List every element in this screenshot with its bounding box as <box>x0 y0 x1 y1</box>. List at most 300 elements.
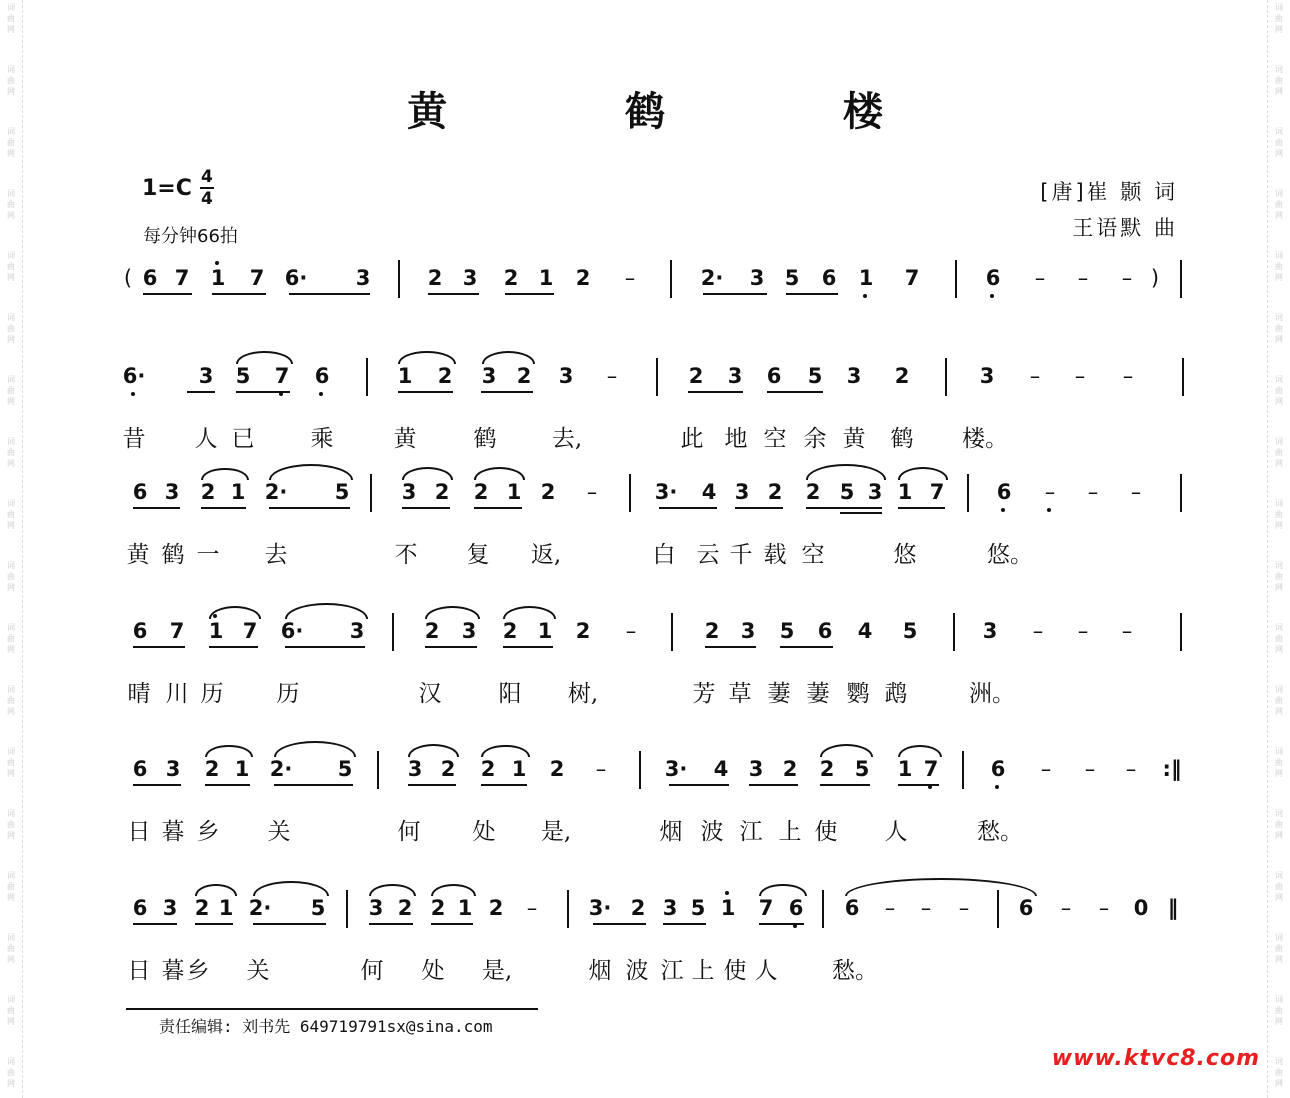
note: – <box>1032 619 1044 643</box>
lyric-char: 树, <box>567 681 599 707</box>
note: 2 <box>575 619 591 643</box>
beam-underline <box>898 784 939 786</box>
beam-underline <box>402 507 450 509</box>
note: 2 <box>194 896 210 920</box>
lyric-char: 暮 <box>161 958 185 984</box>
note: – <box>1034 266 1046 290</box>
note: 5 <box>310 896 326 920</box>
side-mark: 词 曲 网 <box>1275 437 1283 468</box>
barline <box>1180 474 1182 512</box>
lyric-char: 不 <box>394 542 418 568</box>
note: 3 <box>461 619 477 643</box>
lyric-char: 鹉 <box>884 681 908 707</box>
lyric-char: 处 <box>421 958 445 984</box>
note: – <box>625 619 637 643</box>
lyric-char: 关 <box>246 958 270 984</box>
slur <box>236 351 293 364</box>
note: – <box>1121 619 1133 643</box>
note: 6 <box>821 266 837 290</box>
lyric-char: 余 <box>803 426 827 452</box>
note: 5 <box>902 619 918 643</box>
barline <box>366 358 368 396</box>
side-mark: 词 曲 网 <box>1275 933 1283 964</box>
note: 6 <box>996 480 1012 504</box>
lyric-char: 是, <box>540 819 572 845</box>
note: 0 <box>1133 896 1149 920</box>
note: 1 <box>537 619 553 643</box>
note: 2 <box>782 757 798 781</box>
note: 6 <box>132 480 148 504</box>
slur <box>369 884 416 896</box>
lyric-char: 千 <box>729 542 753 568</box>
lyric-char: 江 <box>660 958 684 984</box>
lyric-char: 鹤 <box>473 426 497 452</box>
lyric-char: 日 <box>127 958 151 984</box>
barline <box>670 260 672 298</box>
note: 5 <box>334 480 350 504</box>
note: 1 <box>218 896 234 920</box>
note: 2 <box>200 480 216 504</box>
slur <box>285 603 368 619</box>
note: 3· <box>588 896 612 920</box>
beam-underline <box>133 646 185 648</box>
note: 2 <box>767 480 783 504</box>
barline <box>629 474 631 512</box>
note: 2 <box>480 757 496 781</box>
barline <box>671 613 673 651</box>
note: 3 <box>748 757 764 781</box>
note: 3 <box>727 364 743 388</box>
note: 6 <box>766 364 782 388</box>
note: 6 <box>132 619 148 643</box>
note: – <box>1087 480 1099 504</box>
side-mark: 词 曲 网 <box>7 623 15 654</box>
note: 2· <box>248 896 272 920</box>
note: 4 <box>713 757 729 781</box>
footer-rule <box>126 1008 538 1010</box>
lyric-char: 晴 <box>127 681 151 707</box>
beam-underline <box>669 784 729 786</box>
note: 3 <box>846 364 862 388</box>
lyric-char: 鹤 <box>161 542 185 568</box>
barline <box>567 890 569 928</box>
lyric-char: 何 <box>360 958 384 984</box>
slur <box>820 744 873 757</box>
note: 5 <box>690 896 706 920</box>
barline <box>377 751 379 789</box>
lyric-char: 黄 <box>126 542 150 568</box>
beam-underline <box>481 391 533 393</box>
side-mark: 词 曲 网 <box>7 933 15 964</box>
lyric-char: 使 <box>723 958 747 984</box>
note: 2 <box>819 757 835 781</box>
note: 2 <box>805 480 821 504</box>
note: – <box>920 896 932 920</box>
score-system-5 <box>0 757 1290 845</box>
note: 2 <box>437 364 453 388</box>
note: 1 <box>858 266 874 290</box>
barline <box>1180 260 1182 298</box>
note: 2 <box>430 896 446 920</box>
note: 2 <box>502 619 518 643</box>
note: 1 <box>457 896 473 920</box>
note: ) <box>1150 266 1160 290</box>
score-system-1 <box>0 266 1290 346</box>
side-mark: 词 曲 网 <box>1275 623 1283 654</box>
lyric-char: 此 <box>680 426 704 452</box>
octave-dot-high <box>215 261 219 265</box>
key-signature <box>142 168 214 208</box>
barline <box>346 890 348 928</box>
lyric-char: 江 <box>739 819 763 845</box>
beam-underline <box>285 646 365 648</box>
lyric-char: 空 <box>801 542 825 568</box>
side-mark: 词 曲 网 <box>1275 499 1283 530</box>
side-mark: 词 曲 网 <box>1275 747 1283 778</box>
note: – <box>1121 266 1133 290</box>
beam-underline <box>474 507 522 509</box>
lyric-char: 楼。 <box>962 426 1008 452</box>
note: 6· <box>284 266 308 290</box>
side-mark: 词 曲 网 <box>7 499 15 530</box>
slur <box>274 741 356 757</box>
lyric-char: 去, <box>551 426 583 452</box>
beam-underline <box>505 293 554 295</box>
note: – <box>624 266 636 290</box>
octave-dot-low <box>863 294 867 298</box>
lyric-char: 波 <box>625 958 649 984</box>
note: 6 <box>314 364 330 388</box>
note: – <box>958 896 970 920</box>
lyric-char: 返, <box>530 542 562 568</box>
slur <box>482 351 535 364</box>
beam-underline <box>425 646 477 648</box>
beam-underline <box>133 507 180 509</box>
note: 2· <box>269 757 293 781</box>
slur <box>209 606 261 619</box>
octave-dot-low <box>990 294 994 298</box>
note: 3 <box>749 266 765 290</box>
note: 6 <box>142 266 158 290</box>
lyric-char: 乘 <box>310 426 334 452</box>
beam-underline <box>408 784 456 786</box>
score-system-3 <box>0 480 1290 568</box>
composer-credit: 王语默 曲 <box>1072 216 1178 240</box>
slur <box>408 744 459 757</box>
lyric-char: 阳 <box>498 681 522 707</box>
beam-underline <box>663 923 706 925</box>
side-mark: 词 曲 网 <box>1275 375 1283 406</box>
beam-underline <box>806 507 882 509</box>
note: 2 <box>630 896 646 920</box>
note: 6 <box>817 619 833 643</box>
note: 5 <box>807 364 823 388</box>
barline <box>1182 358 1184 396</box>
note: 5 <box>784 266 800 290</box>
note: 2 <box>503 266 519 290</box>
note: – <box>1074 364 1086 388</box>
side-mark: 词 曲 网 <box>7 251 15 282</box>
lyric-char: 乡 <box>186 958 210 984</box>
octave-dot-low <box>131 392 135 396</box>
note: 3 <box>740 619 756 643</box>
lyric-char: 悠 <box>893 542 917 568</box>
note: 2 <box>688 364 704 388</box>
beam-underline <box>431 923 473 925</box>
lyric-char: 草 <box>728 681 752 707</box>
lyric-char: 是, <box>481 958 513 984</box>
lyric-char: 上 <box>691 958 715 984</box>
slur <box>269 464 353 480</box>
octave-dot-low <box>1001 508 1005 512</box>
beam-underline <box>898 507 945 509</box>
note: 3· <box>654 480 678 504</box>
note: – <box>1125 757 1137 781</box>
beam-underline <box>369 923 413 925</box>
score-system-6 <box>0 896 1290 984</box>
side-mark: 词 曲 网 <box>1275 1057 1283 1088</box>
slur <box>806 464 886 480</box>
barline <box>953 613 955 651</box>
beam-underline <box>289 293 370 295</box>
tempo-marking: 每分钟66拍 <box>143 226 238 247</box>
beam-underline <box>820 784 870 786</box>
beam-underline <box>503 646 553 648</box>
note: – <box>884 896 896 920</box>
note: 2· <box>264 480 288 504</box>
barline <box>955 260 957 298</box>
note: 7 <box>904 266 920 290</box>
lyric-char: 波 <box>700 819 724 845</box>
side-mark: 词 曲 网 <box>1275 561 1283 592</box>
time-top: 4 <box>200 167 213 187</box>
side-mark: 词 曲 网 <box>7 747 15 778</box>
slur <box>759 884 807 896</box>
beam-underline <box>143 293 192 295</box>
slur <box>845 878 1037 896</box>
note: 2 <box>440 757 456 781</box>
beam-underline <box>481 784 527 786</box>
note: 7 <box>929 480 945 504</box>
beam-underline <box>780 646 833 648</box>
note: 1 <box>538 266 554 290</box>
lyric-char: 愁。 <box>977 819 1023 845</box>
note: – <box>1077 619 1089 643</box>
note: 6 <box>1018 896 1034 920</box>
note: 3 <box>407 757 423 781</box>
note: – <box>1077 266 1089 290</box>
note: 6 <box>132 757 148 781</box>
beam-underline <box>759 923 804 925</box>
side-mark: 词 曲 网 <box>7 809 15 840</box>
slur <box>253 881 329 896</box>
note: ( <box>123 266 133 290</box>
note: 3 <box>867 480 883 504</box>
beam-underline <box>749 784 798 786</box>
note: 2 <box>473 480 489 504</box>
note: 1 <box>897 757 913 781</box>
note: 3 <box>734 480 750 504</box>
note: :‖ <box>1162 757 1182 781</box>
note: 7 <box>274 364 290 388</box>
note: 1 <box>720 896 736 920</box>
note: 2 <box>704 619 720 643</box>
note: 5 <box>839 480 855 504</box>
note: 6 <box>990 757 1006 781</box>
lyric-char: 川 <box>165 681 189 707</box>
beam-underline <box>133 784 181 786</box>
beam-underline <box>209 646 258 648</box>
note: 7 <box>242 619 258 643</box>
lyric-char: 悠。 <box>987 542 1033 568</box>
lyric-char: 历 <box>200 681 224 707</box>
lyric-char: 已 <box>231 426 255 452</box>
lyric-char: 人 <box>194 426 218 452</box>
note: – <box>1060 896 1072 920</box>
side-mark: 词 曲 网 <box>1275 127 1283 158</box>
lyric-char: 昔 <box>122 426 146 452</box>
lyric-char: 复 <box>466 542 490 568</box>
slur <box>898 745 942 757</box>
side-mark: 词 曲 网 <box>1275 65 1283 96</box>
barline <box>656 358 658 396</box>
note: 2 <box>516 364 532 388</box>
note: – <box>1044 480 1056 504</box>
note: 7 <box>174 266 190 290</box>
slur <box>205 745 253 757</box>
side-mark: 词 曲 网 <box>7 1057 15 1088</box>
note: 3 <box>164 480 180 504</box>
lyric-char: 萋 <box>767 681 791 707</box>
note: 3· <box>664 757 688 781</box>
note: 5 <box>337 757 353 781</box>
slur <box>195 884 237 896</box>
lyric-char: 地 <box>724 426 748 452</box>
score-system-2 <box>0 364 1290 452</box>
note: – <box>1029 364 1041 388</box>
lyric-char: 鹦 <box>846 681 870 707</box>
slur <box>398 351 456 364</box>
note: 2 <box>434 480 450 504</box>
note: 2 <box>424 619 440 643</box>
note: 6 <box>132 896 148 920</box>
note: 5 <box>235 364 251 388</box>
lyric-char: 何 <box>397 819 421 845</box>
beam-underline <box>735 507 783 509</box>
beam-underline <box>201 507 246 509</box>
lyric-char: 萋 <box>806 681 830 707</box>
note: 3 <box>979 364 995 388</box>
note: 3 <box>349 619 365 643</box>
beam-underline <box>428 293 479 295</box>
note: – <box>586 480 598 504</box>
beam-underline <box>767 391 823 393</box>
beam-underline <box>705 646 756 648</box>
side-mark: 词 曲 网 <box>1275 685 1283 716</box>
note: 3 <box>162 896 178 920</box>
lyric-char: 上 <box>778 819 802 845</box>
slur <box>503 606 556 619</box>
lyric-char: 一 <box>196 542 220 568</box>
note: 6· <box>122 364 146 388</box>
side-mark: 词 曲 网 <box>7 437 15 468</box>
side-mark: 词 曲 网 <box>1275 251 1283 282</box>
beam-underline <box>236 391 290 393</box>
barline <box>639 751 641 789</box>
side-mark: 词 曲 网 <box>7 561 15 592</box>
note: – <box>1040 757 1052 781</box>
note: 6· <box>280 619 304 643</box>
octave-dot-low <box>319 392 323 396</box>
note: 3 <box>481 364 497 388</box>
note: 2 <box>549 757 565 781</box>
note: 1 <box>210 266 226 290</box>
note: 2 <box>488 896 504 920</box>
lyric-char: 烟 <box>588 958 612 984</box>
side-mark: 词 曲 网 <box>7 127 15 158</box>
side-mark: 词 曲 网 <box>7 189 15 220</box>
side-mark: 词 曲 网 <box>7 685 15 716</box>
note: 2 <box>427 266 443 290</box>
beam-underline <box>703 293 767 295</box>
beam-underline <box>398 391 453 393</box>
note: 5 <box>779 619 795 643</box>
slur <box>481 745 530 758</box>
note: 3 <box>368 896 384 920</box>
lyric-char: 人 <box>884 819 908 845</box>
note: 6 <box>788 896 804 920</box>
beam-underline <box>269 507 350 509</box>
lyric-char: 鹤 <box>890 426 914 452</box>
note: – <box>526 896 538 920</box>
note: 3 <box>355 266 371 290</box>
note: 6 <box>844 896 860 920</box>
lyric-char: 空 <box>763 426 787 452</box>
lyricist-credit: [唐]崔 颢 词 <box>1040 180 1178 204</box>
octave-dot-low <box>1047 508 1051 512</box>
note: 2· <box>700 266 724 290</box>
key-text: 1=C <box>142 175 192 201</box>
barline <box>962 751 964 789</box>
beam-underline <box>187 391 215 393</box>
note: 1 <box>208 619 224 643</box>
octave-dot-low <box>995 785 999 789</box>
note: 2 <box>894 364 910 388</box>
note: 3 <box>401 480 417 504</box>
side-mark: 词 曲 网 <box>1275 871 1283 902</box>
note: 1 <box>234 757 250 781</box>
lyric-char: 芳 <box>692 681 716 707</box>
note: 2 <box>397 896 413 920</box>
time-bottom: 4 <box>200 189 213 209</box>
time-signature <box>200 168 214 208</box>
note: 2 <box>204 757 220 781</box>
note: 6 <box>985 266 1001 290</box>
barline <box>822 890 824 928</box>
lyric-char: 云 <box>696 542 720 568</box>
note: – <box>1130 480 1142 504</box>
note: – <box>606 364 618 388</box>
site-watermark: www.ktvc8.com <box>1051 1046 1260 1071</box>
slur <box>431 884 476 896</box>
lyric-char: 历 <box>276 681 300 707</box>
lyric-char: 关 <box>267 819 291 845</box>
side-mark: 词 曲 网 <box>1275 313 1283 344</box>
barline <box>398 260 400 298</box>
lyric-char: 烟 <box>659 819 683 845</box>
note: 4 <box>857 619 873 643</box>
note: – <box>1122 364 1134 388</box>
